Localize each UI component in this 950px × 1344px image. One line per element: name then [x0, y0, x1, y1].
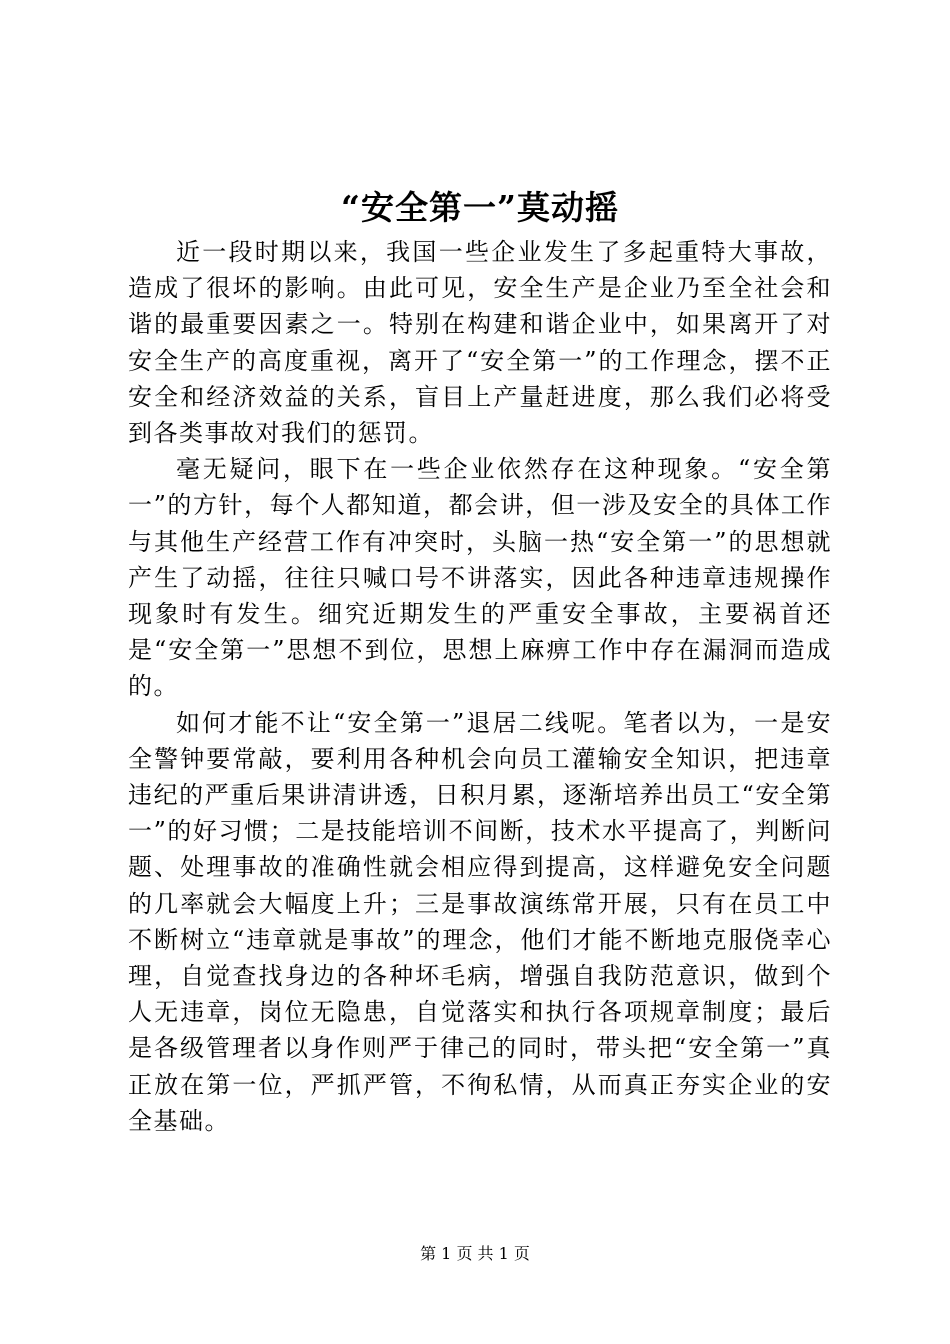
document-title: “安全第一”莫动摇	[341, 188, 619, 227]
paragraph-3: 如何才能不让“安全第一”退居二线呢。笔者以为，一是安全警钟要常敲，要利用各种机会向员工灌输安全知识，把违章违纪的严重后果讲清讲透，日积月累，逐渐培养出员工“安全第一”的好习惯；二是技能培训不间断，技术水平提高了，判断问题、处理事故的准确性就会相应得到提高，这样避免安全问题的几率就会大幅度上升；三是事故演练常开展，只有在员工中不断树立“违章就是事故”的理念，他们才能不断地克服侥幸心理，自觉查找身边的各种坏毛病，增强自我防范意识，做到个人无违章，岗位无隐患，自觉落实和执行各项规章制度；最后是各级管理者以身作则严于律己的同时，带头把“安全第一”真正放在第一位，严抓严管，不徇私情，从而真正夯实企业的安全基础。	[128, 708, 832, 1135]
paragraph-2: 毫无疑问，眼下在一些企业依然存在这种现象。“安全第一”的方针，每个人都知道，都会讲，但一涉及安全的具体工作与其他生产经营工作有冲突时，头脑一热“安全第一”的思想就产生了动摇，往往只喊口号不讲落实，因此各种违章违规操作现象时有发生。细究近期发生的严重安全事故，主要祸首还是“安全第一”思想不到位，思想上麻痹工作中存在漏洞而造成的。	[128, 455, 832, 701]
page-footer: 第 1 页 共 1 页	[420, 1244, 530, 1263]
paragraph-1: 近一段时期以来，我国一些企业发生了多起重特大事故，造成了很坏的影响。由此可见，安全生产是企业乃至全社会和谐的最重要因素之一。特别在构建和谐企业中，如果离开了对安全生产的高度重视，离开了“安全第一”的工作理念，摆不正安全和经济效益的关系，盲目上产量赶进度，那么我们必将受到各类事故对我们的惩罚。	[128, 238, 832, 448]
document-body	[128, 234, 832, 1139]
